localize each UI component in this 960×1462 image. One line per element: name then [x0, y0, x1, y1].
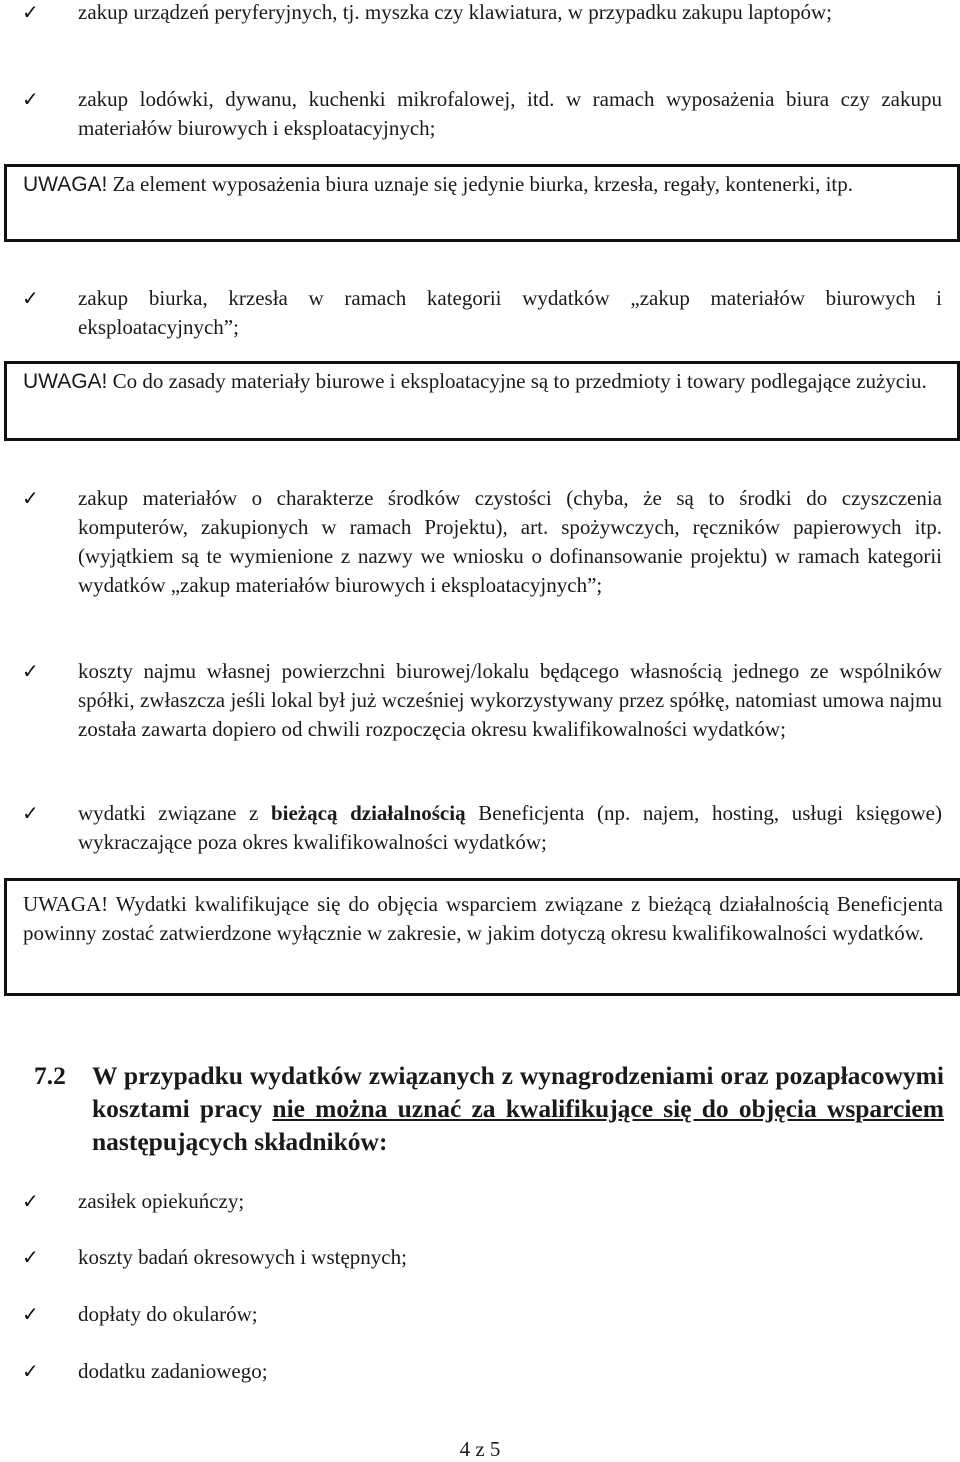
- note-box: [4, 878, 960, 996]
- list-item: [22, 284, 942, 342]
- list-item-text: zakup lodówki, dywanu, kuchenki mikrofalowej, itd. w ramach wyposażenia biura czy zakupu materiałów biurowych i eksploatacyjnych;: [78, 87, 942, 140]
- note-label: UWAGA!: [23, 892, 109, 916]
- note-label: UWAGA!: [23, 370, 108, 393]
- section-number: 7.2: [34, 1061, 66, 1090]
- list-item: [22, 484, 942, 600]
- list-item: [22, 0, 942, 27]
- note-box: [4, 361, 960, 441]
- list-item: [22, 1187, 942, 1216]
- checkmark-icon: ✓: [22, 659, 39, 683]
- list-item-text-bold: bieżącą działalnością: [270, 801, 466, 825]
- list-item: [22, 1357, 942, 1386]
- checkmark-icon: ✓: [22, 0, 39, 24]
- page-number: 4 z 5: [459, 1437, 501, 1461]
- list-item-text-before: wydatki związane z: [78, 801, 271, 825]
- list-item-text: dopłaty do okularów;: [78, 1302, 258, 1326]
- checkmark-icon: ✓: [22, 87, 39, 111]
- section-title: [92, 1059, 944, 1158]
- list-item: [22, 799, 942, 857]
- checkmark-icon: ✓: [22, 1359, 39, 1383]
- list-item-text: koszty badań okresowych i wstępnych;: [78, 1245, 407, 1269]
- note-text: Co do zasady materiały biurowe i eksploatacyjne są to przedmioty i towary podlegające zużyciu.: [107, 369, 927, 393]
- list-item-text: dodatku zadaniowego;: [78, 1359, 268, 1383]
- checkmark-icon: ✓: [22, 486, 39, 510]
- note-text: Za element wyposażenia biura uznaje się jedynie biurka, krzesła, regały, kontenerki, itp.: [107, 172, 853, 196]
- section-title-underlined: nie można uznać za kwalifikujące się do objęcia wsparciem: [272, 1094, 944, 1123]
- list-item-text-after: Beneficjenta (np. najem, hosting, usługi księgowe) wykraczające poza okres kwalifikowalności wydatków;: [78, 801, 942, 854]
- list-item: [22, 1300, 942, 1329]
- list-item: [22, 1243, 942, 1272]
- list-item-text: [78, 799, 942, 857]
- section-title-end: następujących składników:: [92, 1127, 388, 1156]
- list-item: [22, 85, 942, 143]
- section-heading: [34, 1059, 944, 1158]
- list-item-text: koszty najmu własnej powierzchni biurowej/lokalu będącego własnością jednego ze wspólników spółki, zwłaszcza jeśli lokal był już wcześniej wykorzystywany przez spółkę, natomiast umowa najmu została zawarta dopiero od chwili rozpoczęcia okresu kwalifikowalności wydatków;: [78, 659, 942, 741]
- section-title-plain: W przypadku wydatków związanych z wynagrodzeniami oraz pozapłacowymi kosztami pracy: [92, 1061, 944, 1123]
- checkmark-icon: ✓: [22, 801, 39, 825]
- list-item-text: zakup biurka, krzesła w ramach kategorii wydatków „zakup materiałów biurowych i eksploatacyjnych”;: [78, 286, 942, 339]
- list-item-text: zakup urządzeń peryferyjnych, tj. myszka czy klawiatura, w przypadku zakupu laptopów;: [78, 0, 832, 24]
- checkmark-icon: ✓: [22, 1189, 39, 1213]
- list-item: [22, 657, 942, 744]
- list-item-text: zakup materiałów o charakterze środków czystości (chyba, że są to środki do czyszczenia komputerów, zakupionych w ramach Projektu), art. spożywczych, ręczników papierowych itp. (wyjątkiem są te wymienione z nazwy we wniosku o dofinansowanie projektu) w ramach kategorii wydatków „zakup materiałów biurowych i eksploatacyjnych”;: [78, 486, 942, 597]
- checkmark-icon: ✓: [22, 1245, 39, 1269]
- checkmark-icon: ✓: [22, 286, 39, 310]
- note-box: [4, 164, 960, 242]
- list-item-text: zasiłek opiekuńczy;: [78, 1189, 245, 1213]
- checkmark-icon: ✓: [22, 1302, 39, 1326]
- note-text: Wydatki kwalifikujące się do objęcia wsparciem związane z bieżącą działalnością Beneficjenta powinny zostać zatwierdzone wyłącznie w zakresie, w jakim dotyczą okresu kwalifikowalności wydatków.: [23, 892, 943, 945]
- note-label: UWAGA!: [23, 173, 108, 196]
